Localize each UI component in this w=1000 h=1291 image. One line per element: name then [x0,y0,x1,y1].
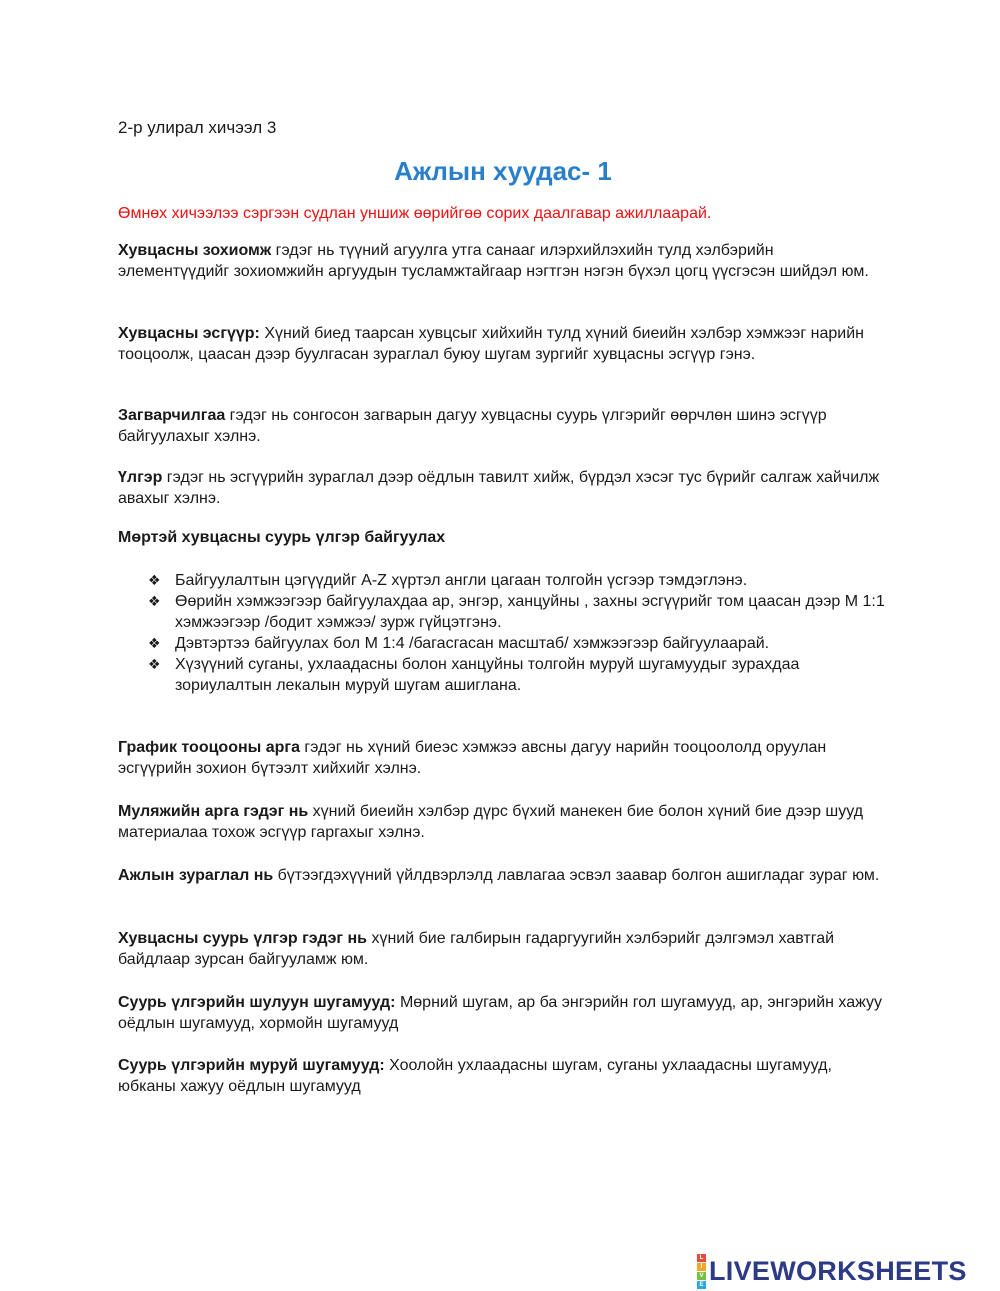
definition-term: Суурь үлгэрийн шулуун шугамууд: [118,994,396,1011]
definition-term: Суурь үлгэрийн муруй шугамууд: [118,1057,385,1074]
page-title: Ажлын хуудас- 1 [394,156,612,186]
definition-paragraph [118,801,888,843]
definition-paragraph [118,467,888,509]
list-item-text: Хүзүүний суганы, ухлаадасны болон ханцуйны толгойн муруй шугамуудыг зурахдаа зориулалтын лекалын муруй шугам ашиглана. [175,656,800,694]
list-item-text: Дэвтэртээ байгуулах бол М 1:4 /багасгасан масштаб/ хэмжээгээр байгуулаарай. [175,635,770,652]
definition-term: Муляжийн арга гэдэг нь [118,803,309,820]
definition-text: хүний бие галбирын гадаргуугийн хэлбэрийг дэлгэмэл хавтгай байдлаар зурсан байгууламж юм. [118,930,835,968]
live-blocks-icon: L I V E [697,1254,706,1289]
list-item [148,591,888,633]
definition-text: бүтээгдэхүүний үйлдвэрлэлд лавлагаа эсвэл заавар болгон ашигладаг зураг юм. [273,867,880,884]
definition-text: Мөрний шугам, ар ба энгэрийн гол шугамууд, ар, энгэрийн хажуу оёдлын шугамууд, хормойн шугамууд [118,994,883,1032]
liveworksheets-logo [697,1254,967,1289]
definition-term: График тооцооны арга [118,739,300,756]
diamond-bullet-icon: ❖ [148,656,161,672]
definition-term: Загварчилгаа [118,407,226,424]
definition-term: Үлгэр [118,469,163,486]
definition-term: Хувцасны эсгүүр: [118,325,260,342]
diamond-bullet-icon: ❖ [148,593,161,609]
definition-paragraph [118,928,888,970]
definition-text: гэдэг нь түүний агуулга утга санааг илэрхийлэхийн тулд хэлбэрийн элементүүдийг зохиомжийн аргуудын тусламжтайгаар нэгтгэн нэгэн бүхэл цогц үүсгэсэн шийдэл юм. [118,242,869,280]
diamond-bullet-icon: ❖ [148,635,161,651]
bullet-list [148,570,888,696]
list-item-text: Байгуулалтын цэгүүдийг A-Z хүртэл англи цагаан толгойн үсгээр тэмдэглэнэ. [175,572,748,589]
definition-paragraph [118,240,888,282]
definition-paragraph [118,405,888,447]
definition-paragraph [118,323,888,365]
definition-text: гэдэг нь сонгосон загварын дагуу хувцасны суурь үлгэрийг өөрчлөн шинэ эсгүүр байгуулахыг хэлнэ. [118,407,827,445]
list-item [148,654,888,696]
definition-text: гэдэг нь эсгүүрийн зураглал дээр оёдлын тавилт хийж, бүрдэл хэсэг тус бүрийг салгаж хайчилж авахыг хэлнэ. [118,469,880,507]
definition-term: Хувцасны суурь үлгэр гэдэг нь [118,930,368,947]
definition-text: Хоолойн ухлаадасны шугам, суганы ухлаадасны шугамууд, юбканы хажуу оёдлын шугамууд [118,1057,832,1095]
list-item [148,633,888,654]
definition-paragraph [118,865,888,886]
list-item [148,570,888,591]
definition-paragraph [118,737,888,779]
definition-text: хүний биеийн хэлбэр дүрс бүхий манекен бие болон хүний бие дээр шууд материалаа тохож эсгүүр гаргахыг хэлнэ. [118,803,864,841]
definition-text: гэдэг нь хүний биеэс хэмжээ авсны дагуу нарийн тооцоололд оруулан эсгүүрийн зохион бүтээлт хийхийг хэлнэ. [118,739,827,777]
section-heading: Мөртэй хувцасны суурь үлгэр байгуулах [118,529,446,546]
instruction-text: Өмнөх хичээлээ сэргээн судлан уншиж өөрийгөө сорих даалгавар ажиллаарай. [118,205,712,222]
diamond-bullet-icon: ❖ [148,572,161,588]
definition-term: Ажлын зураглал нь [118,867,274,884]
definition-paragraph [118,992,888,1034]
logo-text: LIVEWORKSHEETS [709,1256,967,1286]
definition-term: Хувцасны зохиомж [118,242,272,259]
definition-paragraph [118,1055,888,1097]
list-item-text: Өөрийн хэмжээгээр байгуулахдаа ар, энгэр, ханцуйны , захны эсгүүрийг том цаасан дээр М 1:1 хэмжээгээр /бодит хэмжээ/ зурж гүйцэтгэнэ. [175,593,885,631]
lesson-label: 2-р улирал хичээл 3 [118,118,277,137]
definition-text: Хүний биед таарсан хувцсыг хийхийн тулд хүний биеийн хэлбэр хэмжээг нарийн тооцоолж, цаасан дээр буулгасан зураглал буюу шугам зургийг хувцасны эсгүүр гэнэ. [118,325,864,363]
